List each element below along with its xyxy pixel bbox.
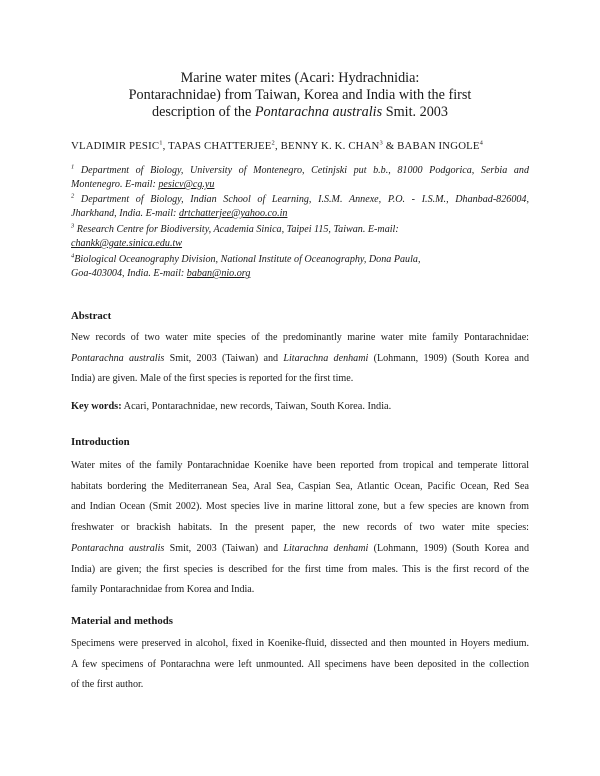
affiliation-1-sup: 1 xyxy=(71,163,75,171)
author-1: VLADIMIR PESIC xyxy=(71,140,160,152)
affiliation-1-line-1 xyxy=(71,164,529,178)
affiliation-1-text-2: Montenegro. E-mail: xyxy=(71,179,159,190)
author-1-sup: 1 xyxy=(159,139,163,147)
keywords-label: Key words: xyxy=(71,401,122,412)
methods-line-2: A few specimens of Pontarachna were left unmounted. All specimens have been deposited in the collection xyxy=(71,658,529,670)
abstract-heading: Abstract xyxy=(71,310,112,322)
affiliation-4-email-link[interactable]: baban@nio.org xyxy=(186,268,251,279)
author-list xyxy=(71,140,483,152)
abstract-line-2 xyxy=(71,349,529,370)
affiliation-2-text: Department of Biology, Indian School of Learning, I.S.M. Annexe, P.O. - I.S.M., Dhanbad-826004, xyxy=(74,194,529,205)
abstract-line-1: New records of two water mite species of the predominantly marine water mite family Pontarachnidae: xyxy=(71,332,529,343)
keywords-text: Acari, Pontarachnidae, new records, Taiwan, South Korea. India. xyxy=(121,401,392,412)
affiliation-2-email-link[interactable]: drtchatterjee@yahoo.co.in xyxy=(178,208,288,219)
title-species-name: Pontarachna australis xyxy=(254,104,383,120)
affiliation-2-text-2: Jharkhand, India. E-mail: xyxy=(71,208,179,219)
author-2-sup: 2 xyxy=(271,139,275,147)
affiliation-4 xyxy=(71,253,529,281)
affiliation-3-text: Research Centre for Biodiversity, Academia Sinica, Taipei 115, Taiwan. E-mail: xyxy=(74,224,399,235)
author-3: , BENNY K. K. CHAN xyxy=(274,140,380,152)
intro-line-3: and Indian Ocean (Smit 2002). Most species live in marine littoral zone, but a few species are known from xyxy=(71,501,529,513)
intro-species-2: Litarachna denhami xyxy=(283,542,369,554)
author-4-sup: 4 xyxy=(479,139,484,147)
affiliation-4-text-2: Goa-403004, India. E-mail: xyxy=(71,268,187,279)
title-line-1: Marine water mites (Acari: Hydrachnidia: xyxy=(180,70,420,86)
methods-heading: Material and methods xyxy=(71,615,173,627)
affiliation-3-line-1 xyxy=(71,223,529,237)
affiliation-3-text-wrap xyxy=(71,223,399,237)
affiliation-2-sup: 2 xyxy=(71,192,75,200)
intro-line-6: India) are given; the first species is described for the first time from males. This is the first record of the xyxy=(71,563,529,575)
affiliation-4-text: Biological Oceanography Division, National Institute of Oceanography, Dona Paula, xyxy=(74,254,421,265)
author-3-sup: 3 xyxy=(379,139,383,147)
methods-line-3: of the first author. xyxy=(71,679,144,691)
intro-line-4: freshwater or brackish habitats. In the present paper, the new records of two water mite species: xyxy=(71,522,529,534)
intro-line-5 xyxy=(71,539,529,560)
abstract-line-2-text-2: (Lohmann, 1909) (South Korea and xyxy=(368,352,529,364)
affiliation-4-line-1 xyxy=(71,253,529,267)
introduction-heading: Introduction xyxy=(71,436,130,448)
affiliation-2-line-2 xyxy=(71,207,529,221)
abstract-species-2: Litarachna denhami xyxy=(283,352,369,364)
abstract-line-2-text-1: Smit, 2003 (Taiwan) and xyxy=(164,352,284,364)
affiliation-1-email-link[interactable]: pesicv@cg.yu xyxy=(158,179,215,190)
affiliation-1 xyxy=(71,164,529,192)
methods-line-1: Specimens were preserved in alcohol, fixed in Koenike-fluid, dissected and then mounted in Hoyers medium. xyxy=(71,638,529,649)
author-2: , TAPAS CHATTERJEE xyxy=(162,140,272,152)
affiliation-1-line-2 xyxy=(71,178,529,192)
keywords xyxy=(71,401,391,412)
intro-line-2: habitats bordering the Mediterranean Sea, Aral Sea, Caspian Sea, Atlantic Ocean, Pacific Ocean, Red Sea xyxy=(71,480,529,492)
author-4: & BABAN INGOLE xyxy=(382,140,480,152)
intro-line-5-text-2: (Lohmann, 1909) (South Korea and xyxy=(368,542,529,554)
affiliation-3-email-link[interactable]: chankk@gate.sinica.edu.tw xyxy=(71,238,183,249)
affiliation-2 xyxy=(71,193,529,221)
intro-species-1: Pontarachna australis xyxy=(71,542,165,554)
affiliation-4-sup: 4 xyxy=(71,252,75,260)
affiliation-4-line-2 xyxy=(71,267,529,281)
affiliation-2-line-1 xyxy=(71,193,529,207)
affiliation-3-line-2 xyxy=(71,237,529,251)
abstract-species-1: Pontarachna australis xyxy=(71,352,165,364)
intro-line-5-text-1: Smit, 2003 (Taiwan) and xyxy=(164,542,284,554)
abstract-paragraph xyxy=(71,328,529,390)
title-line-3 xyxy=(0,104,600,121)
abstract-line-3: India) are given. Male of the first species is reported for the first time. xyxy=(71,373,354,385)
title-line-3-tail: Smit. 2003 xyxy=(382,104,448,120)
paper-title xyxy=(0,70,600,121)
affiliation-3-sup: 3 xyxy=(71,222,75,230)
intro-line-1: Water mites of the family Pontarachnidae Koenike have been reported from tropical and temperate littoral xyxy=(71,460,529,471)
affiliation-3 xyxy=(71,223,529,251)
methods-paragraph xyxy=(71,634,529,696)
title-line-3-text: description of the xyxy=(152,104,255,120)
title-line-2: Pontarachnidae) from Taiwan, Korea and India with the first xyxy=(128,87,472,103)
affiliation-1-text: Department of Biology, University of Montenegro, Cetinjski put b.b., 81000 Podgorica, Serbia and xyxy=(74,165,529,176)
intro-line-7: family Pontarachnidae from Korea and India. xyxy=(71,584,255,596)
introduction-paragraph xyxy=(71,456,529,601)
